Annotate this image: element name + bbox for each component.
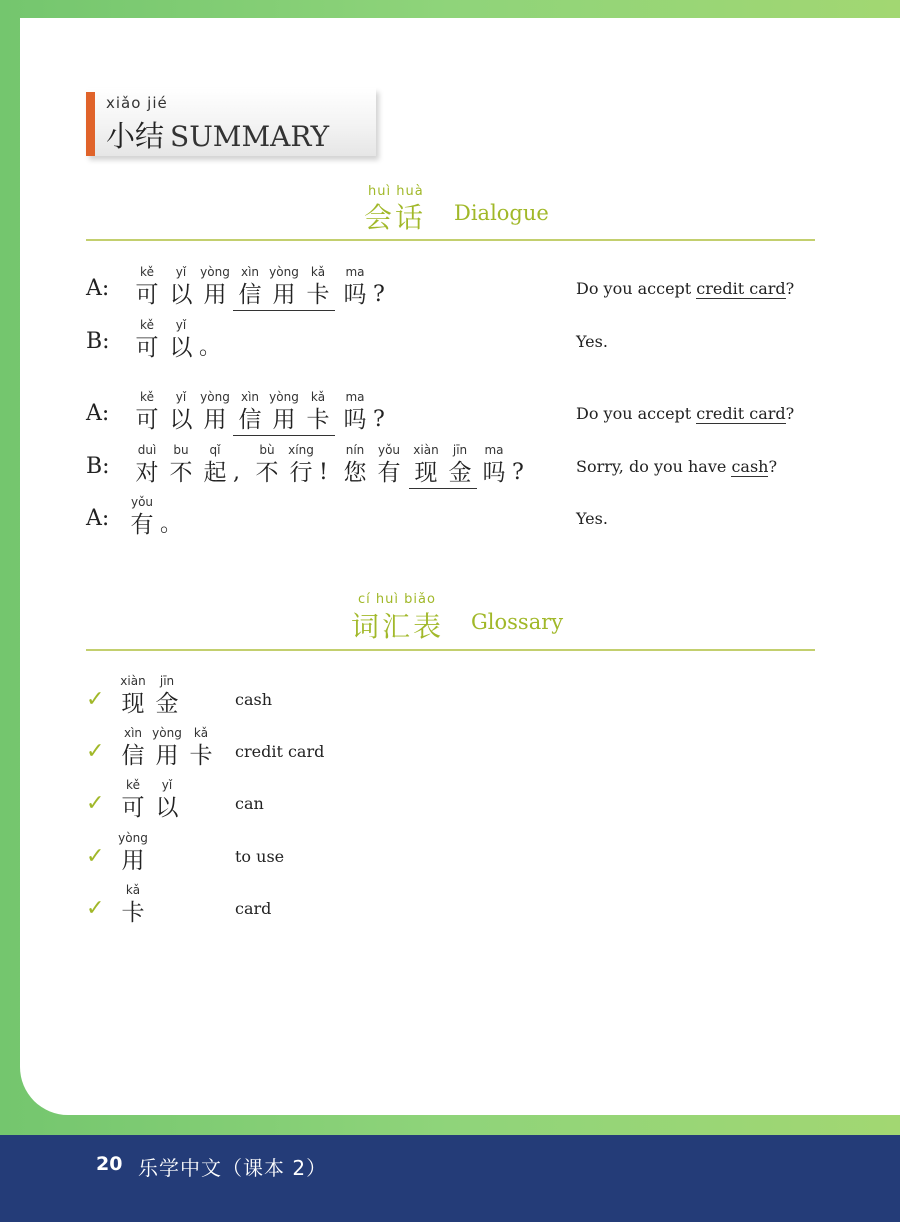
hanzi-cell xyxy=(130,317,164,363)
phrase xyxy=(130,389,232,435)
hanzi-cell xyxy=(284,442,318,488)
hanzi: 卡 xyxy=(121,900,145,926)
phrase xyxy=(477,442,524,488)
pinyin: ma xyxy=(345,390,365,404)
pinyin: kǎ xyxy=(310,390,326,404)
hanzi-cell xyxy=(116,725,150,771)
checkmark-icon: ✓ xyxy=(86,739,105,764)
glossary-heading-en: Glossary xyxy=(471,610,564,634)
hanzi-cell xyxy=(338,442,372,488)
checkmark-icon: ✓ xyxy=(86,791,105,816)
phrase xyxy=(130,264,232,310)
hanzi: 信 xyxy=(121,743,145,769)
hanzi: 以 xyxy=(169,335,193,361)
pinyin: yǐ xyxy=(175,318,187,332)
hanzi: 可 xyxy=(135,335,159,361)
hanzi-cell xyxy=(338,389,372,435)
hanzi: 以 xyxy=(169,407,193,433)
phrase xyxy=(250,442,328,488)
checkmark-icon: ✓ xyxy=(86,687,105,712)
hanzi-cell xyxy=(301,389,335,435)
hanzi: 以 xyxy=(169,282,193,308)
glossary-divider xyxy=(86,649,815,651)
hanzi: 起 xyxy=(203,460,227,486)
punctuation: ! xyxy=(319,460,328,485)
speaker-label: A: xyxy=(86,506,110,531)
phrase xyxy=(130,317,221,363)
phrase xyxy=(130,442,240,488)
phrase xyxy=(338,389,385,435)
pinyin: jīn xyxy=(159,674,175,688)
glossary-heading-pinyin: cí huì biǎo xyxy=(358,592,436,607)
punctuation: 。 xyxy=(160,512,183,537)
hanzi: 用 xyxy=(121,848,145,874)
summary-pinyin: xiǎo jié xyxy=(106,94,168,112)
hanzi-cell xyxy=(116,830,150,876)
english-translation xyxy=(576,457,777,476)
hanzi: 现 xyxy=(414,460,438,486)
glossary-meaning: can xyxy=(235,794,264,813)
hanzi-cell xyxy=(125,494,159,540)
hanzi: 用 xyxy=(272,407,296,433)
underlined-phrase xyxy=(233,389,335,436)
punctuation: ? xyxy=(373,407,385,432)
hanzi-cell xyxy=(164,442,198,488)
page-number: 20 xyxy=(96,1153,123,1175)
hanzi-cell xyxy=(184,725,218,771)
pinyin: yǐ xyxy=(175,265,187,279)
glossary-meaning: credit card xyxy=(235,742,325,761)
hanzi: 吗 xyxy=(343,407,367,433)
summary-title-cn: 小结 xyxy=(106,119,165,153)
hanzi: 不 xyxy=(255,460,279,486)
footer-bar xyxy=(0,1135,900,1222)
hanzi: 信 xyxy=(238,282,262,308)
translation-text: Yes. xyxy=(576,509,608,528)
hanzi: 金 xyxy=(448,460,472,486)
hanzi: 用 xyxy=(203,407,227,433)
hanzi: 卡 xyxy=(189,743,213,769)
pinyin: xìn xyxy=(240,265,260,279)
punctuation: ? xyxy=(512,460,524,485)
hanzi: 可 xyxy=(121,795,145,821)
hanzi-cell xyxy=(150,673,184,719)
glossary-meaning: to use xyxy=(235,847,285,866)
summary-title xyxy=(106,114,329,155)
hanzi: 以 xyxy=(155,795,179,821)
hanzi-cell xyxy=(301,264,335,310)
pinyin: xìn xyxy=(240,390,260,404)
pinyin: yǐ xyxy=(175,390,187,404)
pinyin: nín xyxy=(345,443,365,457)
translation-keyword: credit card xyxy=(696,279,786,298)
translation-punct: ? xyxy=(785,279,795,298)
english-translation xyxy=(576,279,794,298)
hanzi-cell xyxy=(150,777,184,823)
dialogue-divider xyxy=(86,239,815,241)
hanzi-cell xyxy=(198,264,232,310)
hanzi-cell xyxy=(250,442,284,488)
translation-text: Do you accept xyxy=(576,279,697,298)
pinyin: kǎ xyxy=(193,726,209,740)
dialogue-heading-en: Dialogue xyxy=(454,201,549,225)
pinyin: ma xyxy=(345,265,365,279)
hanzi-cell xyxy=(164,264,198,310)
dialogue-heading-cn: 会话 xyxy=(364,201,427,234)
summary-title-en: SUMMARY xyxy=(170,120,330,153)
pinyin: yòng xyxy=(152,726,182,740)
glossary-meaning: cash xyxy=(235,690,273,709)
summary-accent-bar xyxy=(86,92,95,156)
hanzi: 信 xyxy=(238,407,262,433)
hanzi: 对 xyxy=(135,460,159,486)
underlined-phrase xyxy=(233,264,335,311)
hanzi: 可 xyxy=(135,407,159,433)
hanzi-cell xyxy=(150,725,184,771)
pinyin: yòng xyxy=(269,265,299,279)
hanzi: 卡 xyxy=(306,407,330,433)
hanzi-cell xyxy=(116,882,150,928)
pinyin: yǒu xyxy=(377,443,401,457)
hanzi-cell xyxy=(233,264,267,310)
pinyin: bù xyxy=(259,443,275,457)
phrase xyxy=(338,442,406,488)
pinyin: qǐ xyxy=(209,443,221,457)
hanzi-cell xyxy=(116,673,150,719)
speaker-label: A: xyxy=(86,401,110,426)
hanzi-cell xyxy=(116,777,150,823)
translation-keyword: credit card xyxy=(696,404,786,423)
english-translation xyxy=(576,404,794,423)
pinyin: jīn xyxy=(452,443,468,457)
checkmark-icon: ✓ xyxy=(86,896,105,921)
glossary-term xyxy=(116,882,150,928)
punctuation: , xyxy=(233,460,240,485)
hanzi: 卡 xyxy=(306,282,330,308)
hanzi-cell xyxy=(130,442,164,488)
hanzi-cell xyxy=(198,389,232,435)
pinyin: kě xyxy=(140,318,154,332)
pinyin: yǐ xyxy=(161,778,173,792)
translation-keyword: cash xyxy=(731,457,769,476)
pinyin: yǒu xyxy=(130,495,154,509)
hanzi: 现 xyxy=(121,691,145,717)
english-translation xyxy=(576,509,608,528)
hanzi-cell xyxy=(267,389,301,435)
page-content xyxy=(20,18,900,1115)
hanzi: 可 xyxy=(135,282,159,308)
speaker-label: B: xyxy=(86,329,110,354)
translation-punct: ? xyxy=(768,457,778,476)
glossary-heading-cn: 词汇表 xyxy=(351,610,445,643)
hanzi: 吗 xyxy=(482,460,506,486)
pinyin: kě xyxy=(126,778,140,792)
hanzi-cell xyxy=(443,442,477,488)
glossary-term xyxy=(116,830,150,876)
hanzi: 吗 xyxy=(343,282,367,308)
pinyin: yòng xyxy=(118,831,148,845)
translation-punct: ? xyxy=(785,404,795,423)
speaker-label: B: xyxy=(86,454,110,479)
glossary-term xyxy=(116,673,184,719)
pinyin: yòng xyxy=(200,390,230,404)
hanzi-cell xyxy=(338,264,372,310)
pinyin: xìn xyxy=(123,726,143,740)
pinyin: yòng xyxy=(269,390,299,404)
hanzi: 金 xyxy=(155,691,179,717)
pinyin: xiàn xyxy=(120,674,146,688)
translation-text: Sorry, do you have xyxy=(576,457,732,476)
hanzi-cell xyxy=(164,389,198,435)
translation-text: Do you accept xyxy=(576,404,697,423)
hanzi: 用 xyxy=(155,743,179,769)
hanzi: 用 xyxy=(272,282,296,308)
hanzi-cell xyxy=(130,264,164,310)
checkmark-icon: ✓ xyxy=(86,844,105,869)
pinyin: kǎ xyxy=(125,883,141,897)
hanzi-cell xyxy=(409,442,443,488)
pinyin: ma xyxy=(484,443,504,457)
underlined-phrase xyxy=(409,442,477,489)
pinyin: xiàn xyxy=(413,443,439,457)
pinyin: duì xyxy=(137,443,157,457)
hanzi: 不 xyxy=(169,460,193,486)
phrase xyxy=(125,494,182,540)
pinyin: kě xyxy=(140,265,154,279)
hanzi-cell xyxy=(130,389,164,435)
hanzi-cell xyxy=(477,442,511,488)
pinyin: kǎ xyxy=(310,265,326,279)
punctuation: 。 xyxy=(199,335,222,360)
pinyin: yòng xyxy=(200,265,230,279)
hanzi-cell xyxy=(233,389,267,435)
hanzi-cell xyxy=(164,317,198,363)
dialogue-heading-pinyin: huì huà xyxy=(368,184,424,199)
glossary-term xyxy=(116,777,184,823)
hanzi: 行 xyxy=(289,460,313,486)
speaker-label: A: xyxy=(86,276,110,301)
translation-text: Yes. xyxy=(576,332,608,351)
hanzi-cell xyxy=(267,264,301,310)
glossary-meaning: card xyxy=(235,899,272,918)
hanzi-cell xyxy=(372,442,406,488)
book-title: 乐学中文（课本 2） xyxy=(138,1156,328,1180)
glossary-term xyxy=(116,725,218,771)
hanzi: 用 xyxy=(203,282,227,308)
pinyin: bu xyxy=(173,443,189,457)
punctuation: ? xyxy=(373,282,385,307)
pinyin: xíng xyxy=(288,443,314,457)
english-translation xyxy=(576,332,608,351)
hanzi: 有 xyxy=(130,512,154,538)
hanzi: 有 xyxy=(377,460,401,486)
phrase xyxy=(338,264,385,310)
hanzi: 您 xyxy=(343,460,367,486)
summary-header xyxy=(86,88,376,156)
hanzi-cell xyxy=(198,442,232,488)
pinyin: kě xyxy=(140,390,154,404)
